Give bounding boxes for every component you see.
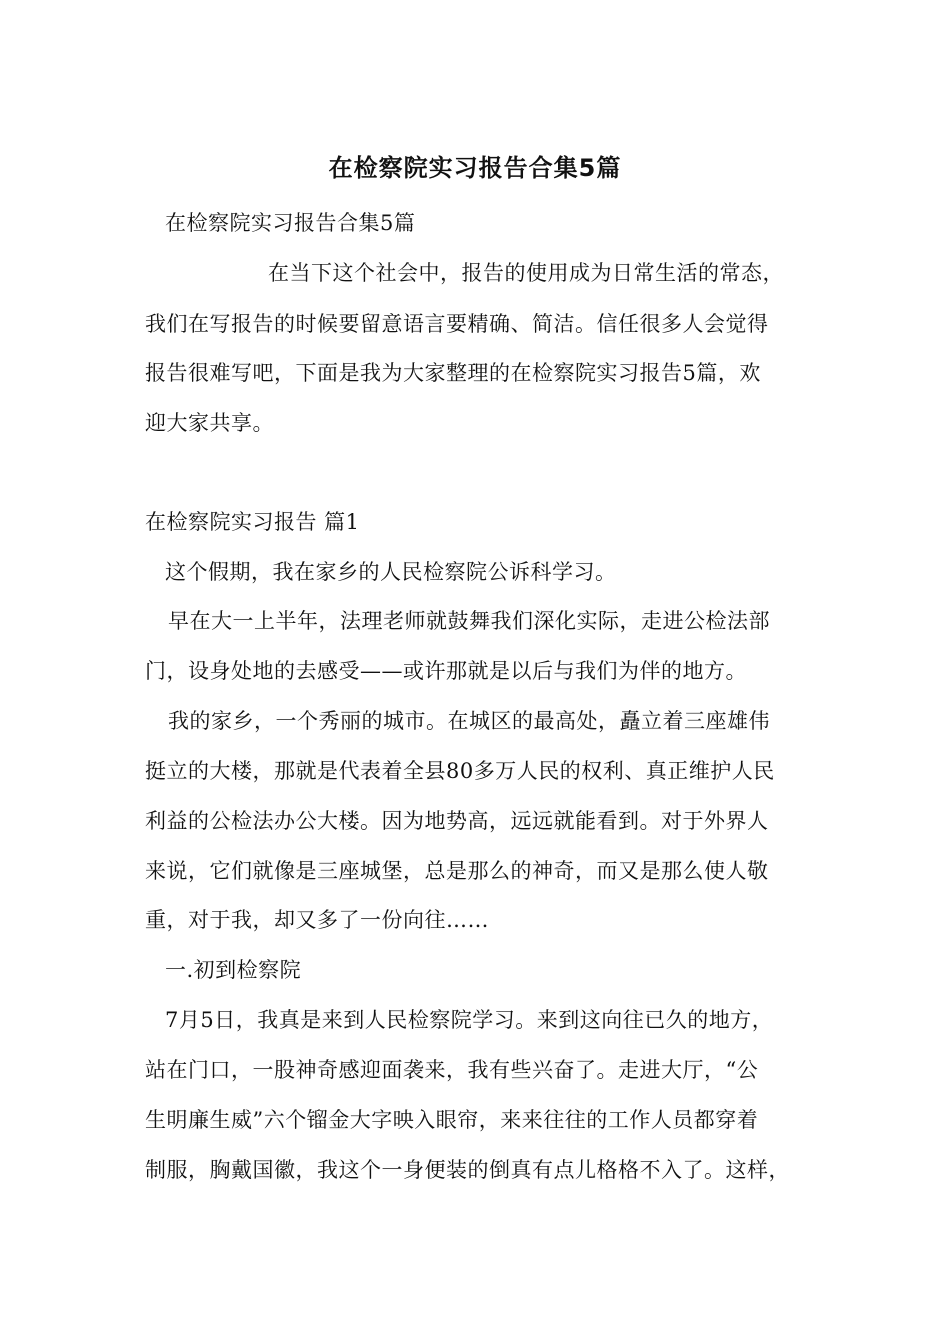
sub-heading: 一.初到检察院 (165, 958, 302, 982)
intro-line-4: 迎大家共享。 (145, 411, 274, 435)
paragraph-3-line-2: 挺立的大楼，那就是代表着全县80多万人民的权利、真正维护人民 (145, 759, 775, 783)
paragraph-3-line-4: 来说，它们就像是三座城堡，总是那么的神奇，而又是那么使人敬 (145, 859, 769, 883)
paragraph-1: 这个假期，我在家乡的人民检察院公诉科学习。 (165, 560, 617, 584)
document-subtitle: 在检察院实习报告合集5篇 (165, 211, 416, 235)
paragraph-3-line-3: 利益的公检法办公大楼。因为地势高，远远就能看到。对于外界人 (145, 809, 769, 833)
paragraph-2-line-2: 门，设身处地的去感受——或许那就是以后与我们为伴的地方。 (145, 659, 747, 683)
intro-line-2: 我们在写报告的时候要留意语言要精确、简洁。信任很多人会觉得 (145, 312, 769, 336)
intro-line-1: 在当下这个社会中，报告的使用成为日常生活的常态， (268, 261, 784, 285)
paragraph-3-line-1: 我的家乡，一个秀丽的城市。在城区的最高处，矗立着三座雄伟 (168, 709, 770, 733)
intro-line-3: 报告很难写吧，下面是我为大家整理的在检察院实习报告5篇，欢 (145, 361, 761, 385)
section-heading: 在检察院实习报告 篇1 (145, 510, 360, 534)
paragraph-4-line-1: 7月5日，我真是来到人民检察院学习。来到这向往已久的地方， (165, 1008, 774, 1032)
paragraph-4-line-2: 站在门口，一股神奇感迎面袭来，我有些兴奋了。走进大厅，“公 (145, 1058, 759, 1082)
document-title: 在检察院实习报告合集5篇 (328, 154, 622, 182)
paragraph-4-line-3: 生明廉生威”六个镏金大字映入眼帘，来来往往的工作人员都穿着 (145, 1108, 759, 1132)
paragraph-4-line-4: 制服，胸戴国徽，我这个一身便装的倒真有点儿格格不入了。这样， (145, 1158, 790, 1182)
paragraph-3-line-5: 重，对于我，却又多了一份向往…… (145, 908, 489, 932)
paragraph-2-line-1: 早在大一上半年，法理老师就鼓舞我们深化实际，走进公检法部 (168, 609, 770, 633)
